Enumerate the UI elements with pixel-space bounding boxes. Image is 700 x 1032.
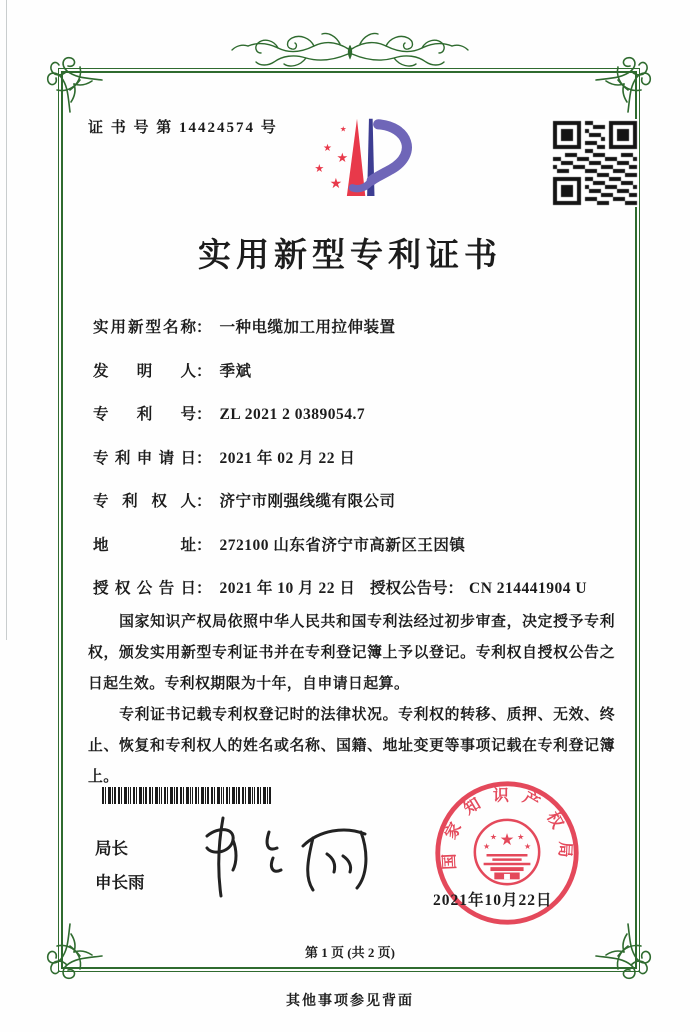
certificate-number: 证 书 号 第 14424574 号 (88, 120, 278, 136)
grant-date-value: 2021 年 10 月 22 日 (219, 580, 356, 597)
seal-date: 2021年10月22日 (433, 892, 553, 909)
certificate-title: 实用新型专利证书 (198, 238, 502, 274)
field-row-inventor: 发明人： 季斌 (93, 359, 613, 403)
field-label: 专利申请日 (93, 449, 196, 467)
grant-date-label: 授权公告日 (93, 580, 196, 597)
grant-no-value: CN 214441904 U (469, 580, 588, 597)
field-value: 季斌 (219, 362, 252, 380)
grant-row: 授权公告日： 2021 年 10 月 22 日 授权公告号： CN 214441904 U (93, 576, 613, 598)
scan-edge-line (6, 0, 7, 640)
corner-flourish-icon (40, 50, 104, 114)
field-list (93, 315, 613, 576)
field-label: 发明人 (93, 362, 196, 380)
field-value: 一种电缆加工用拉伸装置 (219, 319, 396, 336)
national-emblem-icon (475, 820, 539, 884)
signer-block (95, 832, 145, 900)
field-row-name: 实用新型名称： 一种电缆加工用拉伸装置 (93, 315, 613, 359)
floral-ornament-icon (230, 16, 470, 74)
field-row-patentee: 专利权人： 济宁市刚强线缆有限公司 (93, 489, 613, 533)
svg-text:★: ★ (323, 142, 333, 154)
seal-text: 国家知识产权局 (440, 787, 574, 871)
svg-text:★: ★ (329, 175, 343, 191)
signer-title: 局长 (95, 840, 128, 858)
barcode (102, 787, 273, 804)
svg-text:★: ★ (314, 163, 325, 176)
field-value: 272100 山东省济宁市高新区王因镇 (219, 536, 466, 554)
grant-no-label: 授权公告号 (370, 580, 448, 597)
svg-text:★: ★ (483, 842, 491, 852)
body-paragraph: 专利证书记载专利权登记时的法律状况。专利权的转移、质押、无效、终止、恢复和专利权人的姓名或名称、国籍、地址变更等事项记载在专利登记簿上。 (88, 707, 615, 785)
signature-image (185, 806, 390, 906)
field-label: 实用新型名称 (93, 319, 196, 336)
svg-text:★: ★ (489, 832, 497, 842)
signer-name: 申长雨 (95, 874, 145, 892)
qr-code (551, 119, 639, 207)
field-value: ZL 2021 2 0389054.7 (219, 406, 366, 423)
field-row-address: 地址： 272100 山东省济宁市高新区王因镇 (93, 533, 613, 577)
svg-text:★: ★ (523, 842, 531, 852)
field-label: 专利权人 (93, 493, 196, 510)
field-label: 专利号 (93, 406, 196, 423)
cnipa-patent-logo-icon (288, 108, 426, 216)
footer-note: 其他事项参见背面 (286, 994, 414, 1009)
field-row-patent-no: 专利号： ZL 2021 2 0389054.7 (93, 402, 613, 446)
body-paragraph: 国家知识产权局依照中华人民共和国专利法经过初步审查，决定授予专利权，颁发实用新型专利证书并在专利登记簿上予以登记。专利权自授权公告之日起生效。专利权期限为十年，自申请日起算。 (88, 614, 615, 692)
svg-text:★: ★ (336, 151, 349, 165)
page-number: 第 1 页 (共 2 页) (305, 945, 395, 960)
field-value: 2021 年 02 月 22 日 (219, 449, 356, 467)
field-row-filing-date: 专利申请日： 2021 年 02 月 22 日 (93, 446, 613, 490)
field-label: 地址 (93, 536, 196, 554)
svg-text:★: ★ (517, 832, 525, 842)
corner-flourish-icon (594, 50, 658, 114)
legal-text (88, 607, 615, 793)
field-value: 济宁市刚强线缆有限公司 (219, 493, 396, 510)
svg-text:★: ★ (339, 124, 347, 134)
grant-no-group: 授权公告号： CN 214441904 U (370, 580, 588, 597)
svg-text:★: ★ (499, 830, 515, 850)
